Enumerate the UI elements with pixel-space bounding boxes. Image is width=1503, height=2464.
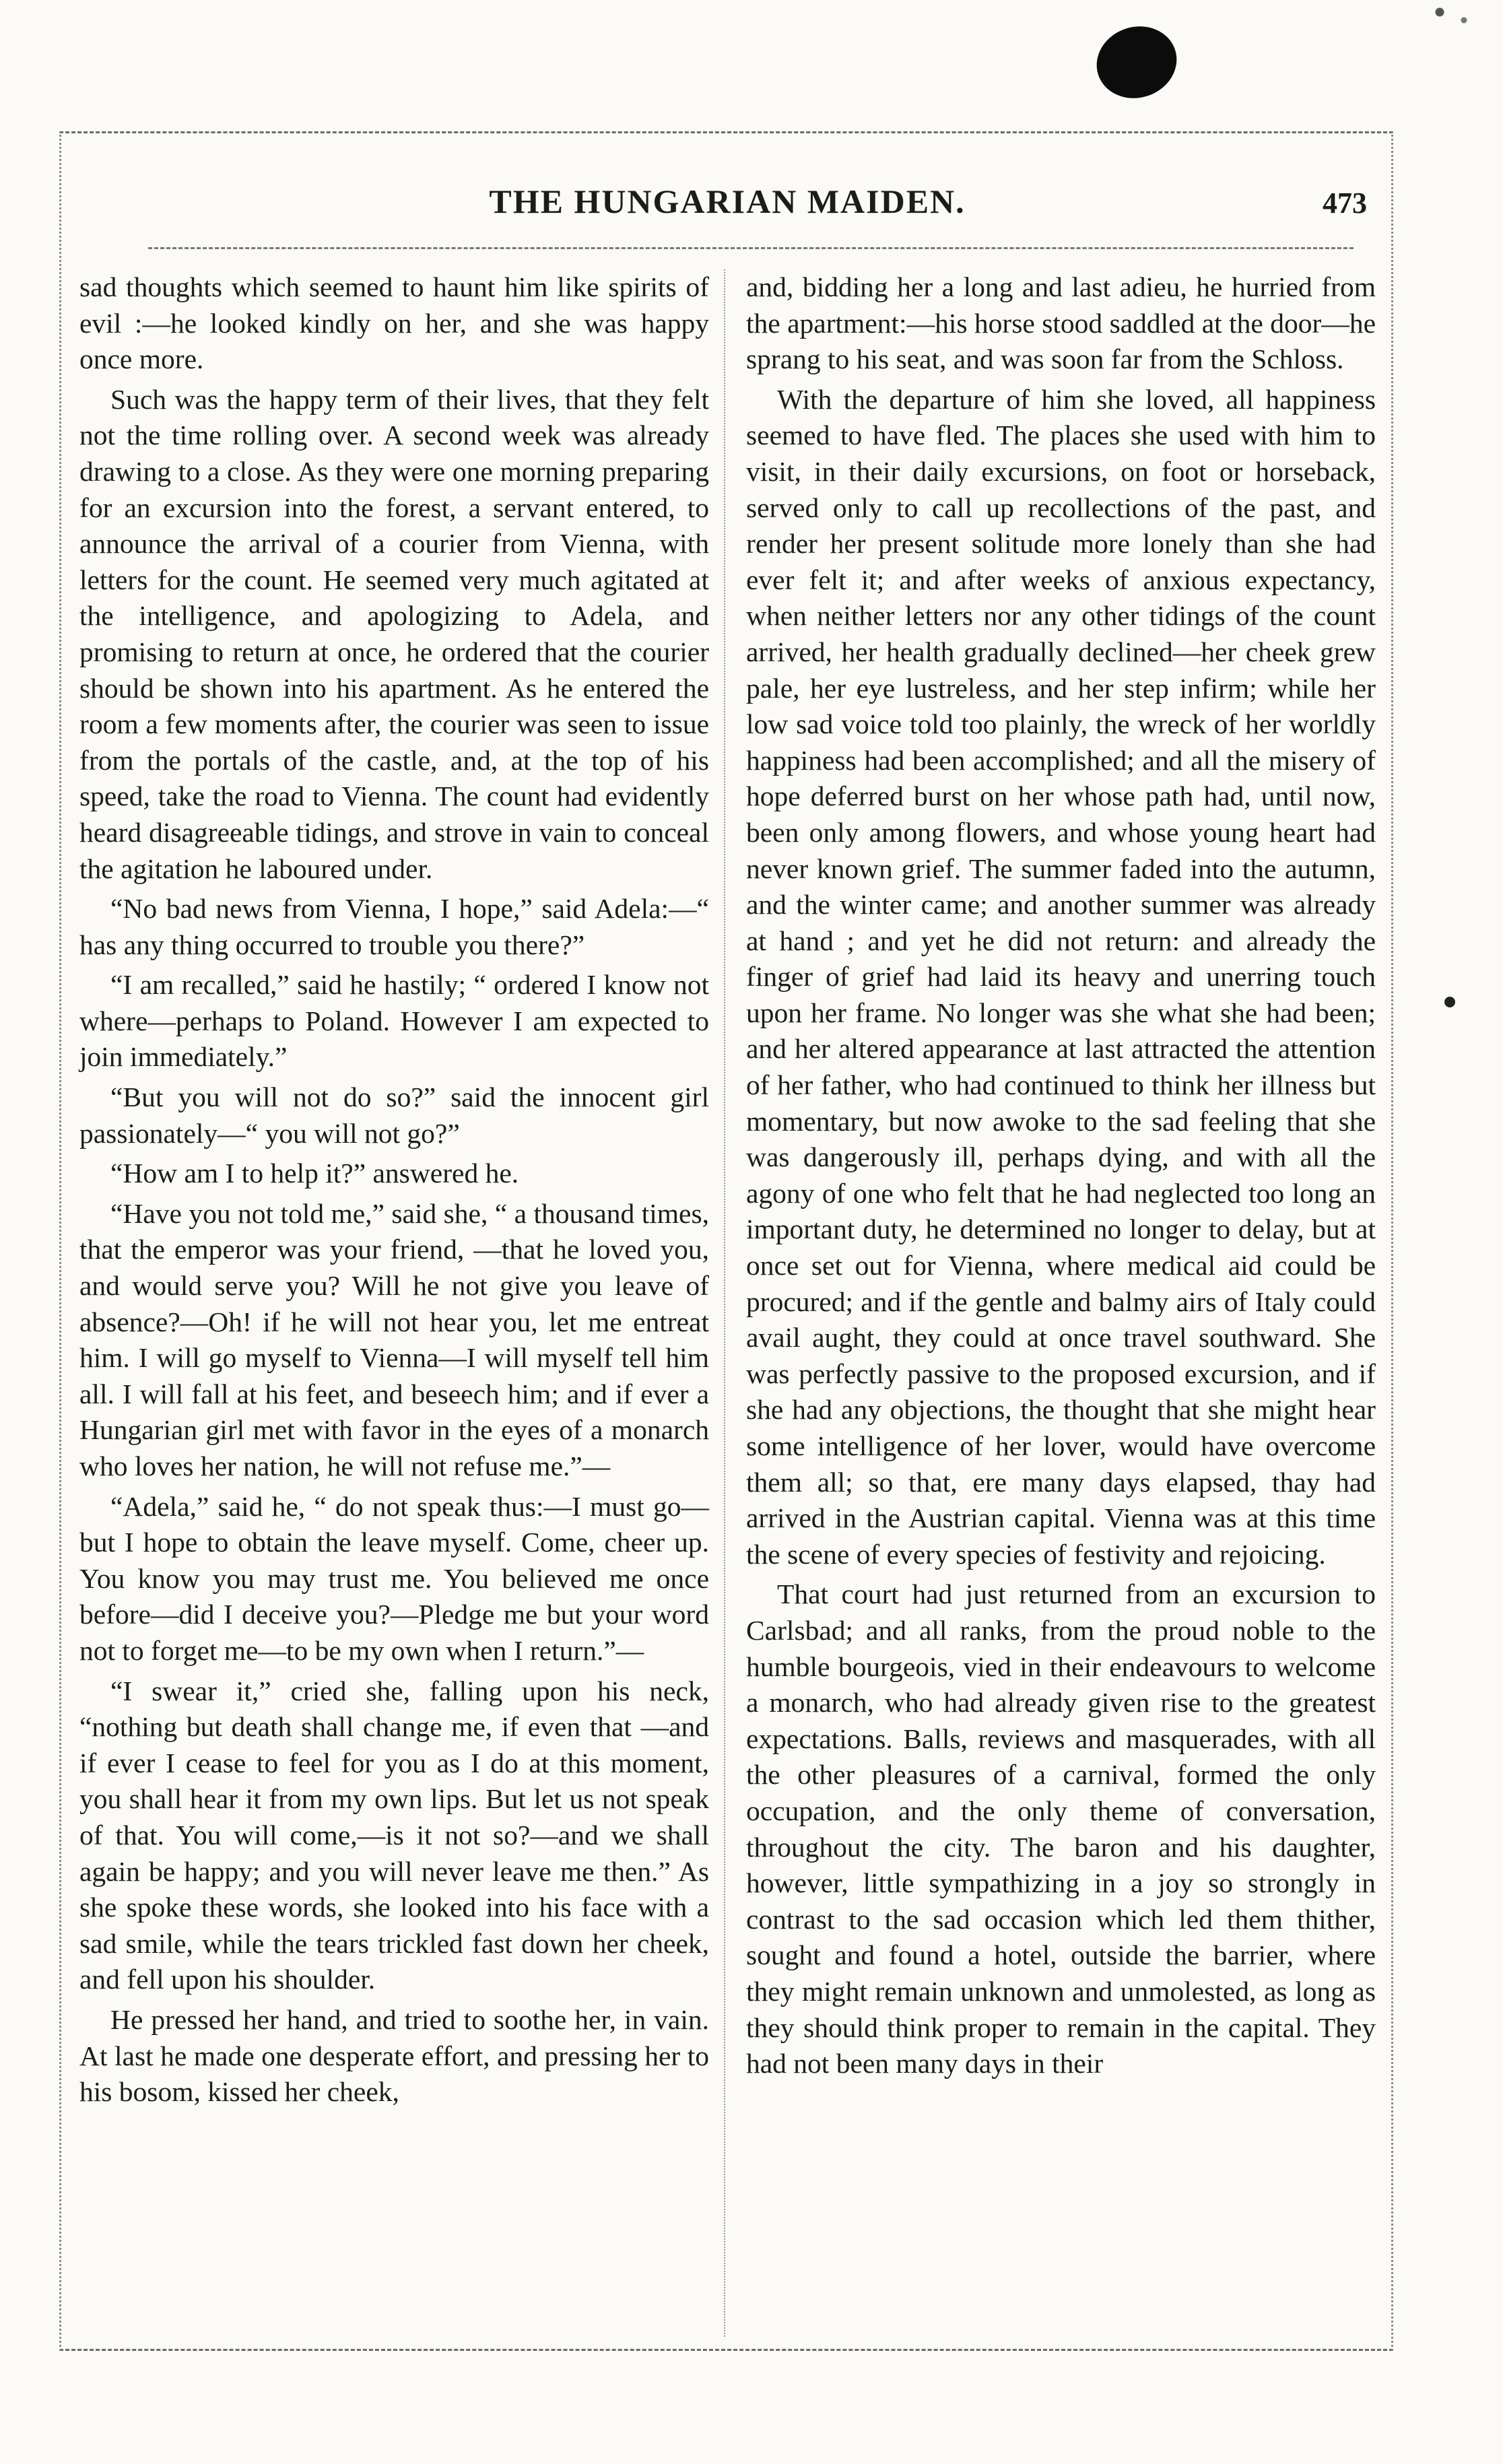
paragraph: That court had just returned from an excursion to Carlsbad; and all ranks, from the proud noble to the humble bourgeois, vied in their endeavours to welcome a monarch, who had already given rise to the greatest expectations. Balls, reviews and masquerades, with all the other pleasures of a carnival, formed the only occupation, and the only theme of conversation, throughout the city. The baron and his daughter, however, little sympathizing in a joy so strongly in contrast to the sad occasion which led them thither, sought and found a hotel, outside the barrier, where they might remain unknown and unmolested, as long as they should think proper to remain in the capital. They had not been many days in their: [746, 1578, 1376, 2079]
running-title: THE HUNGARIAN MAIDEN.: [489, 182, 966, 220]
paragraph: He pressed her hand, and tried to soothe her, in vain. At last he made one desperate effort, and pressing her to his bosom, kissed her cheek,: [79, 2003, 709, 2108]
paragraph: With the departure of him she loved, all happiness seemed to have fled. The places she used with him to visit, in their daily excursions, on foot or horseback, served only to call up recollections of the past, and render her present solitude more lonely than she had ever felt it; and after weeks of anxious expectancy, when neither letters nor any other tidings of the count arrived, her health gradually declined—her cheek grew pale, her eye lustreless, and her step infirm; while her low sad voice told too plainly, the wreck of her worldly happiness had been accomplished; and all the misery of hope deferred burst on her whose path had, until now, been only among flowers, and whose young heart had never known grief. The summer faded into the autumn, and the winter came; and another summer was already at hand ; and yet he did not return: and already the finger of grief had laid its heavy and unerring touch upon her frame. No longer was she what she had been; and her altered appearance at last attracted the attention of her father, who had continued to think her illness but momentary, but now awoke to the sad feeling that she was dangerously ill, perhaps dying, and with all the agony of one who felt that he had neglected too long an important duty, he determined no longer to delay, but at once set out for Vienna, where medical aid could be procured; and if the gentle and balmy airs of Italy could avail aught, they could at once travel southward. She was perfectly passive to the proposed excursion, and if she had any objections, the thought that she might hear some intelligence of her lover, would have overcome them all; so that, ere many days elapsed, thay had arrived in the Austrian capital. Vienna was at this time the scene of every species of festivity and rejoicing.: [746, 383, 1376, 1570]
column-divider: [724, 269, 725, 2337]
paragraph: and, bidding her a long and last adieu, he hurried from the apartment:—his horse stood saddled at the door—he sprang to his seat, and was soon far from the Schloss.: [746, 271, 1376, 375]
paragraph: “I am recalled,” said he hastily; “ ordered I know not where—perhaps to Poland. However I am expected to join immediately.”: [79, 969, 709, 1073]
paragraph: “Adela,” said he, “ do not speak thus:—I must go—but I hope to obtain the leave myself. Come, cheer up. You know you may trust me. You believed me once before—did I deceive you?—Pledge me but your word not to forget me—to be my own when I return.”—: [79, 1490, 709, 1666]
header-rule: [148, 247, 1354, 249]
ink-blot: [1088, 16, 1187, 108]
paragraph: “I swear it,” cried she, falling upon his neck, “nothing but death shall change me, if even that —and if ever I cease to feel for you as I do at this moment, you shall hear it from my own lips. But let us not speak of that. You will come,—is it not so?—and we shall again be happy; and you will never leave me then.” As she spoke these words, she looked into his face with a sad smile, while the tears trickled fast down her cheek, and fell upon his shoulder.: [79, 1675, 709, 1995]
paragraph: “Have you not told me,” said she, “ a thousand times, that the emperor was your friend, —that he loved you, and would serve you? Will he not give you leave of absence?—Oh! if he will not hear you, let me entreat him. I will go myself to Vienna—I will myself tell him all. I will fall at his feet, and beseech him; and if ever a Hungarian girl met with favor in the eyes of a monarch who loves her nation, he will not refuse me.”—: [79, 1197, 709, 1481]
left-column: [79, 269, 709, 2115]
paragraph: sad thoughts which seemed to haunt him like spirits of evil :—he looked kindly on her, and she was happy once more.: [79, 271, 709, 375]
margin-dot: [1444, 997, 1455, 1007]
paragraph: “How am I to help it?” answered he.: [110, 1158, 519, 1189]
right-column: [746, 269, 1376, 2086]
page-header: [88, 176, 1367, 237]
corner-smudge: [1407, 0, 1488, 40]
paragraph: “No bad news from Vienna, I hope,” said Adela:—“ has any thing occurred to trouble you there?”: [79, 893, 709, 960]
paragraph: Such was the happy term of their lives, that they felt not the time rolling over. A second week was already drawing to a close. As they were one morning preparing for an excursion into the forest, a servant entered, to announce the arrival of a courier from Vienna, with letters for the count. He seemed very much agitated at the intelligence, and apologizing to Adela, and promising to return at once, he ordered that the courier should be shown into his apartment. As he entered the room a few moments after, the courier was seen to issue from the portals of the castle, and, at the top of his speed, take the road to Vienna. The count had evidently heard disagreeable tidings, and strove in vain to conceal the agitation he laboured under.: [79, 383, 709, 884]
page-number: 473: [1323, 187, 1367, 220]
paragraph: “But you will not do so?” said the innocent girl passionately—“ you will not go?”: [79, 1081, 709, 1149]
